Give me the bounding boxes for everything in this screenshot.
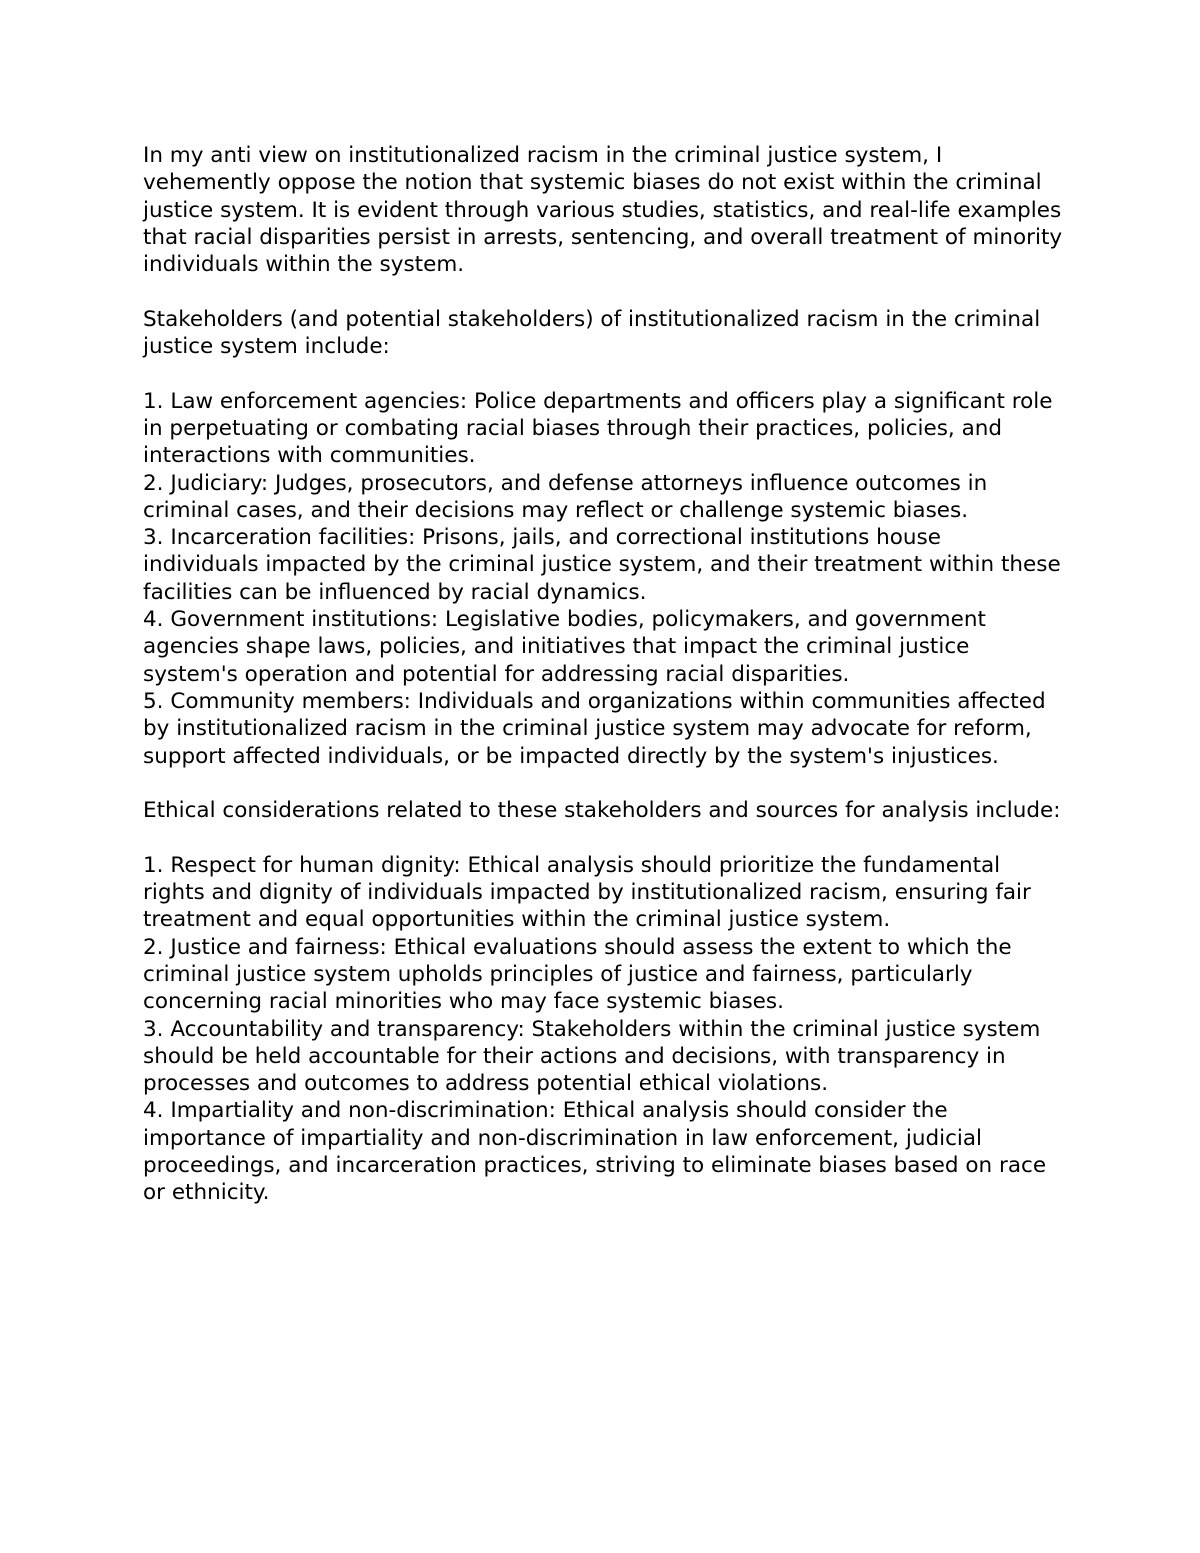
stakeholders-heading: Stakeholders (and potential stakeholders) of institutionalized racism in the criminal justice system include: — [143, 306, 1041, 360]
list-item: 3. Accountability and transparency: Stakeholders within the criminal justice system should be held accountable for their actions and decisions, with transparency in processes and outcomes to address potential ethical violations. — [143, 1016, 1041, 1097]
paragraph-spacer — [143, 770, 1063, 797]
list-item: 2. Judiciary: Judges, prosecutors, and defense attorneys influence outcomes in criminal cases, and their decisions may reflect or challenge systemic biases. — [143, 470, 988, 523]
paragraph-spacer — [143, 824, 1063, 851]
intro-paragraph: In my anti view on institutionalized racism in the criminal justice system, I vehemently oppose the notion that systemic biases do not exist within the criminal justice system. It is evident through various studies, statistics, and real-life examples that racial disparities persist in arrests, sentencing, and overall treatment of minority individuals within the system. — [143, 143, 1063, 278]
list-item: 2. Justice and fairness: Ethical evaluations should assess the extent to which the criminal justice system upholds principles of justice and fairness, particularly concerning racial minorities who may face systemic biases. — [143, 934, 1012, 1015]
ethics-heading: Ethical considerations related to these stakeholders and sources for analysis include: — [143, 798, 1061, 824]
list-item: 5. Community members: Individuals and organizations within communities affected by institutionalized racism in the criminal justice system may advocate for reform, support affected individuals, or be impacted directly by the system's injustices. — [143, 688, 1046, 769]
list-item: 1. Respect for human dignity: Ethical analysis should prioritize the fundamental rights and dignity of individuals impacted by institutionalized racism, ensuring fair treatment and equal opportunities within the criminal justice system. — [143, 852, 1031, 933]
list-item: 4. Impartiality and non-discrimination: Ethical analysis should consider the importance of impartiality and non-discrimination in law enforcement, judicial proceedings, and incarceration practices, striving to eliminate biases based on race or ethnicity. — [143, 1098, 1047, 1206]
stakeholders-list — [143, 388, 1063, 770]
list-item: 4. Government institutions: Legislative bodies, policymakers, and government agencies shape laws, policies, and initiatives that impact the criminal justice system's operation and potential for addressing racial disparities. — [143, 607, 986, 687]
document-body — [143, 142, 1063, 1207]
paragraph-spacer — [143, 278, 1063, 305]
paragraph-spacer — [143, 360, 1063, 387]
list-item: 3. Incarceration facilities: Prisons, jails, and correctional institutions house individuals impacted by the criminal justice system, and their treatment within these facilities can be influenced by racial dynamics. — [143, 525, 1061, 605]
ethics-list — [143, 852, 1063, 1207]
list-item: 1. Law enforcement agencies: Police departments and officers play a significant role in perpetuating or combating racial biases through their practices, policies, and interactions with communities. — [143, 388, 1053, 469]
